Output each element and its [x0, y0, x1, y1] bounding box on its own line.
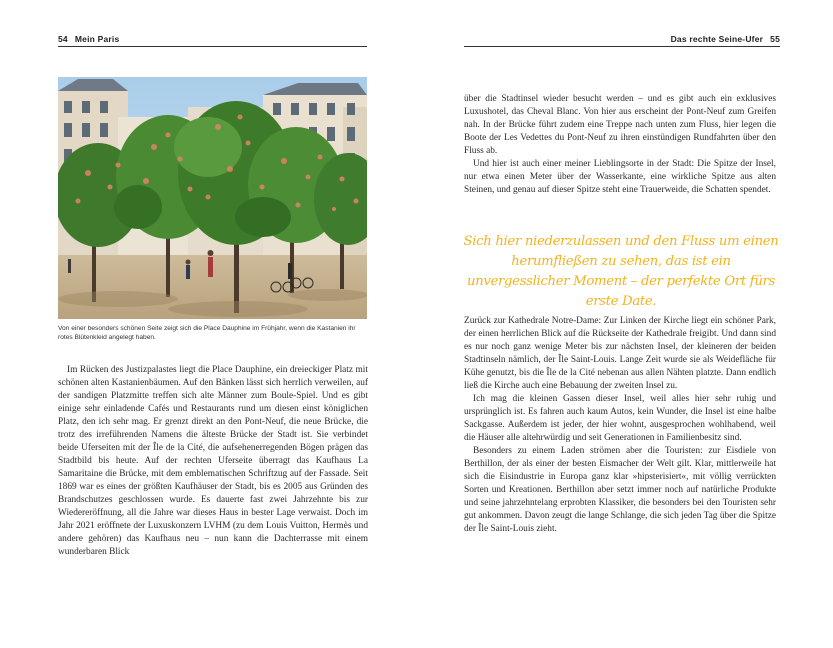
page-number-right: 55: [770, 34, 780, 44]
photo-caption: Von einer besonders schönen Seite zeigt sich die Place Dauphine im Frühjahr, wenn die Kastanien ihr rotes Blütenkleid angelegt haben.: [58, 325, 356, 342]
page-number-left: 54: [58, 34, 68, 44]
body-text-right-top: [464, 93, 776, 197]
running-head-left: [58, 34, 119, 44]
paragraph: Besonders zu einem Laden strömen aber die Touristen: zur Eisdiele von Berthillon, der als einer der besten Eismacher der Welt gilt. Klar, mittlerweile hat sich die Eisindustrie in Europa ganz klar »hipsterisiert«, mit völlig verrückten Sorten und Kreationen. Berthillon aber setzt immer noch auf natürliche Produkte und seine jahrzehntelang erprobten Klassiker, die besonders bei den Touristen sehr gut ankommen. Davon zeugt die lange Schlange, die sich jeden Tag über die Spitze der Île Saint-Louis zieht.: [464, 446, 776, 535]
running-head-right: [671, 34, 780, 44]
paragraph: Ich mag die kleinen Gassen dieser Insel, weil alles hier sehr ruhig und ursprünglich ist. Es fahren auch kaum Autos, kein Wunder, die Insel ist eine halbe Sackgasse. Außerdem ist jeder, der hier wohnt, ausgesprochen wohlhabend, weil die Häuser alle altehrwürdig und seit Generationen in Familienbesitz sind.: [464, 394, 776, 444]
body-text-left: [58, 364, 368, 559]
running-head-title-left: Mein Paris: [74, 34, 120, 44]
photo-place-dauphine: [58, 77, 367, 319]
body-text-right-bottom: [464, 315, 776, 536]
pull-quote: Sich hier niederzulassen und den Fluss um einen herumfließen zu sehen, das ist ein unvergesslicher Moment – der perfekte Ort fürs erste Date.: [463, 234, 779, 309]
running-head-title-right: Das rechte Seine-Ufer: [670, 34, 764, 44]
paragraph: Zurück zur Kathedrale Notre-Dame: Zur Linken der Kirche liegt ein schöner Park, der einen herrlichen Blick auf die Rückseite der Kathedrale freigibt. Und dann sind es nur noch ganz wenige Meter bis zur nächsten Insel, der kleineren der beiden Stadtinseln nämlich, der Île Saint-Louis. Lange Zeit wurde sie als Weidefläche für Kühe genutzt, bis die Île de la Cité nebenan aus allen Nähten platzte. Dann endlich ließ die Kirche auch eine Bebauung der zweiten Insel zu.: [464, 316, 776, 392]
paragraph: über die Stadtinsel wieder besucht werden – und es gibt auch ein exklusives Luxushotel, das Cheval Blanc. Von hier aus erscheint der Pont-Neuf zum Greifen nah. In der Brücke führt zudem eine Treppe nach unten zum Fluss, hier legen die Boote der Les Vedettes du Pont-Neuf zu ihren einstündigen Rundfahrten über den Fluss ab.: [464, 94, 776, 157]
paragraph: Im Rücken des Justizpalastes liegt die Place Dauphine, ein dreieckiger Platz mit schönen alten Kastanienbäumen. Auf den Bänken lässt sich herrlich verweilen, auf der sandigen Platzmitte treffen sich alte Männer zum Boule-Spiel. Und es gibt einige sehr einladende Cafés und Restaurants rund um diesen einst königlichen Platz, den ich sehr mag. Er grenzt direkt an den Pont-Neuf, die neue Brücke, die trotz des irreführenden Namens die älteste Brücke der Stadt ist. Sie verbindet beide Uferseiten mit der Île de la Cité, die aufsehenerregenden Bögen prägen das Stadtbild bis heute. Auf der rechten Uferseite überragt das Kaufhaus La Samaritaine die Brücke, mit dem emblematischen Schriftzug auf der Fassade. Seit 1869 war es eines der größten Kaufhäuser der Stadt, bis es 2005 aus Gründen des Brandschutzes geschlossen wurde. Es dauerte fast zwei Jahrzehnte bis zur Wiedereröffnung, all die Jahre war dieses Haus in bester Lage verwaist. Doch im Jahr 2021 eröffnete der Luxuskonzern LVHM (zu dem Louis Vuitton, Hermès und andere gehören) das Kaufhaus neu – nun kann die Dachterrasse mit einem wunderbaren Blick: [58, 365, 368, 558]
right-page: [416, 0, 833, 648]
paragraph: Und hier ist auch einer meiner Lieblingsorte in der Stadt: Die Spitze der Insel, nur etwa einen Meter über der Wasserkante, eine wirkliche Spitze aus alten Steinen, und genau auf dieser Spitze steht eine Trauerweide, die Schatten spendet.: [464, 159, 776, 196]
left-page: [0, 0, 416, 648]
header-rule-left: [58, 46, 367, 47]
header-rule-right: [464, 46, 780, 47]
